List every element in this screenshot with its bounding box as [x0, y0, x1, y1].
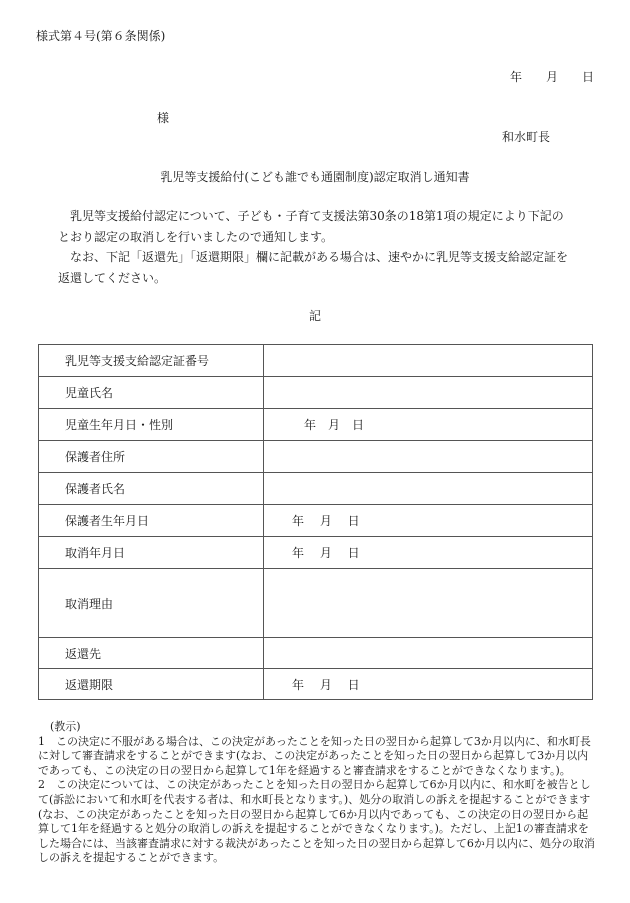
value-return-deadline: 年 月 日 [264, 669, 593, 700]
table-row-guardian-address [39, 441, 593, 473]
value-guardian-address [264, 441, 593, 473]
label-guardian-birthdate: 保護者生年月日 [39, 505, 264, 537]
table-row-child-birthdate-sex [39, 409, 593, 441]
label-guardian-address: 保護者住所 [39, 441, 264, 473]
label-return-destination: 返還先 [39, 638, 264, 669]
value-cancel-reason [264, 569, 593, 638]
label-guardian-name: 保護者氏名 [39, 473, 264, 505]
instructions-item-2: 2 この決定については、この決定があったことを知った日の翌日から起算して6か月以内に、和水町を被告として(訴訟において和水町を代表する者は、和水町長となります。)、処分の取消しの訴えを提起することができます(なお、この決定があったことを知った日の翌日から起算して6か月以内であっても、この決定の日の翌日から起算して1年を経過すると処分の取消しの訴えを提起することができなくなります。)。ただし、上記1の審査請求をした場合には、当該審査請求に対する裁決があったことを知った日の翌日から起算して6か月以内に、処分の取消しの訴えを提起することができます。 [38, 778, 595, 865]
table-row-return-destination [39, 638, 593, 669]
body-paragraph-1: 乳児等支援給付認定について、子ども・子育て支援法第30条の18第1項の規定により下記のとおり認定の取消しを行いましたので通知します。 [58, 209, 564, 244]
ki-heading: 記 [308, 309, 321, 323]
value-certificate-number [264, 345, 593, 377]
details-table [38, 344, 593, 700]
instructions-item-1: 1 この決定に不服がある場合は、この決定があったことを知った日の翌日から起算して3か月以内に、和水町長に対して審査請求をすることができます(なお、この決定があったことを知った日の翌日から起算して3か月以内であっても、この決定の日の翌日から起算して1年を経過すると審査請求をすることができなくなります。)。 [38, 734, 591, 777]
table-row-child-name [39, 377, 593, 409]
table-row-cancel-reason [39, 569, 593, 638]
issue-date-line: 年 月 日 [510, 70, 595, 84]
instructions-heading: (教示) [50, 720, 81, 733]
table-row-guardian-name [39, 473, 593, 505]
label-return-deadline: 返還期限 [39, 669, 264, 700]
label-cancel-date: 取消年月日 [39, 537, 264, 569]
sender-name: 和水町長 [502, 130, 551, 144]
label-cancel-reason: 取消理由 [39, 569, 264, 638]
instructions-section [38, 720, 598, 866]
form-number: 様式第４号(第６条関係) [36, 29, 166, 43]
label-certificate-number: 乳児等支援支給認定証番号 [39, 345, 264, 377]
value-cancel-date: 年 月 日 [264, 537, 593, 569]
document-title: 乳児等支援給付(こども誰でも通園制度)認定取消し通知書 [160, 170, 470, 184]
value-guardian-name [264, 473, 593, 505]
value-return-destination [264, 638, 593, 669]
body-paragraph-2: なお、下記「返還先」「返還期限」欄に記載がある場合は、速やかに乳児等支援支給認定証を返還してください。 [58, 250, 569, 285]
addressee-suffix: 様 [157, 111, 170, 125]
table-row-return-deadline [39, 669, 593, 700]
body-text [58, 206, 568, 288]
value-child-birthdate-sex: 年 月 日 [264, 409, 593, 441]
label-child-name: 児童氏名 [39, 377, 264, 409]
value-child-name [264, 377, 593, 409]
value-guardian-birthdate: 年 月 日 [264, 505, 593, 537]
table-row-cancel-date [39, 537, 593, 569]
table-row-guardian-birthdate [39, 505, 593, 537]
label-child-birthdate-sex: 児童生年月日・性別 [39, 409, 264, 441]
table-row-certificate-number [39, 345, 593, 377]
